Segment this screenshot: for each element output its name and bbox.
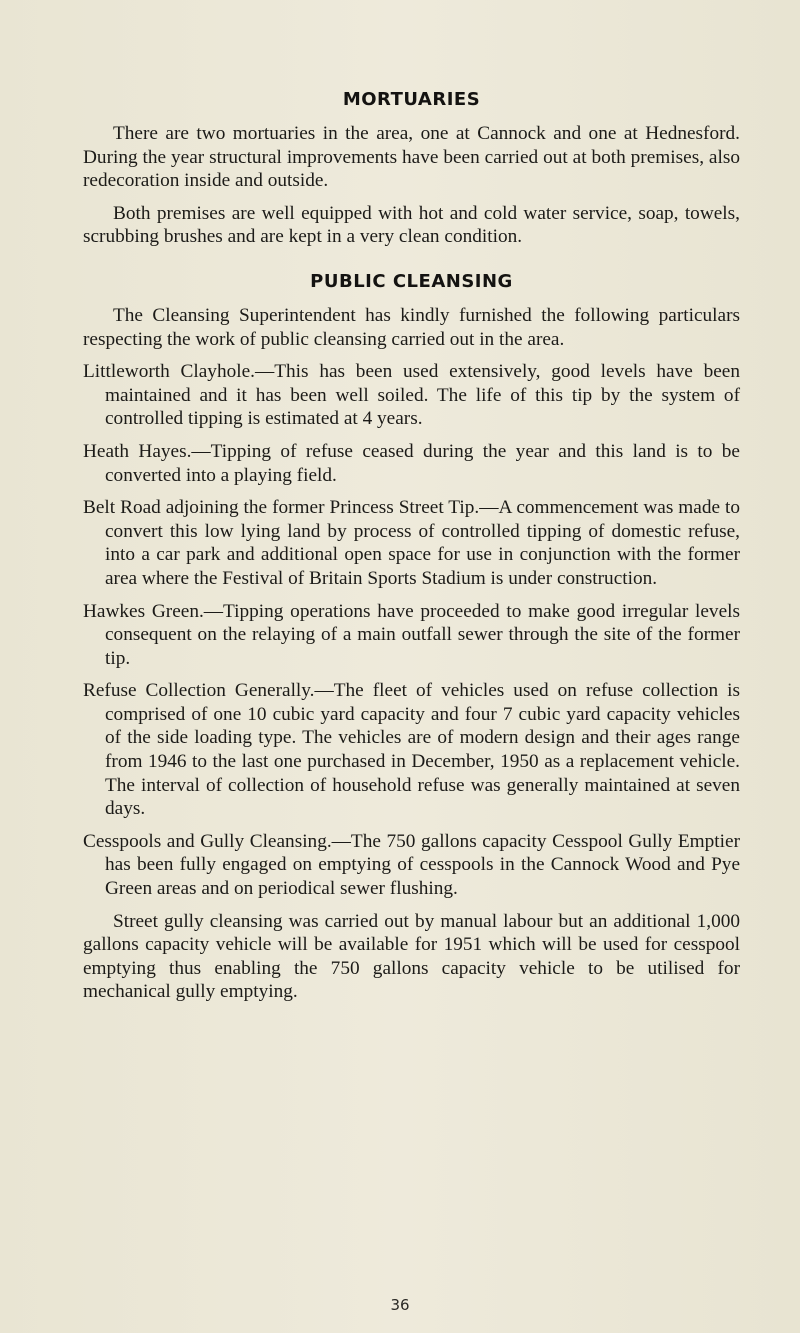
littleworth-clayhole-paragraph: Littleworth Clayhole.—This has been used extensively, good levels have been maintained and it has been well soiled. The life of this tip by the system of controlled tipping is estimated at 4 years.: [83, 361, 740, 430]
page-number: 36: [390, 1296, 410, 1314]
mortuaries-heading: MORTUARIES: [342, 89, 481, 110]
mortuaries-paragraph-2: Both premises are well equipped with hot and cold water service, soap, towels, scrubbing brushes and are kept in a very clean condition.: [83, 202, 740, 248]
heath-hayes-paragraph: Heath Hayes.—Tipping of refuse ceased during the year and this land is to be converted into a playing field.: [83, 440, 740, 486]
belt-road-paragraph: Belt Road adjoining the former Princess Street Tip.—A commencement was made to convert this low lying land by process of controlled tipping of domestic refuse, into a car park and additional open space for use in conjunction with the former area where the Festival of Britain Sports Stadium is under construction.: [83, 497, 740, 589]
mortuaries-paragraph-1: There are two mortuaries in the area, one at Cannock and one at Hednesford. During the year structural improvements have been carried out at both premises, also redecoration inside and outside.: [83, 123, 740, 192]
public-cleansing-heading: PUBLIC CLEANSING: [310, 270, 513, 292]
street-gully-paragraph: Street gully cleansing was carried out by manual labour but an additional 1,000 gallons capacity vehicle will be available for 1951 which will be used for cesspool emptying thus enabling the 750 gallons capacity vehicle to be utilised for mechanical gully emptying.: [83, 910, 740, 1003]
hawkes-green-paragraph: Hawkes Green.—Tipping operations have proceeded to make good irregular levels consequent on the relaying of a main outfall sewer through the site of the former tip.: [83, 600, 740, 669]
public-cleansing-intro: The Cleansing Superintendent has kindly furnished the following particulars respecting the work of public cleansing carried out in the area.: [83, 304, 740, 350]
refuse-collection-paragraph: Refuse Collection Generally.—The fleet of vehicles used on refuse collection is comprised of one 10 cubic yard capacity and four 7 cubic yard capacity vehicles of the side loading type. The vehicles are of modern design and their ages range from 1946 to the last one purchased in December, 1950 as a replacement vehicle. The interval of collection of household refuse was generally maintained at seven days.: [83, 680, 740, 820]
cesspools-gully-paragraph: Cesspools and Gully Cleansing.—The 750 gallons capacity Cesspool Gully Emptier has been fully engaged on emptying of cesspools in the Cannock Wood and Pye Green areas and on periodical sewer flushing.: [83, 830, 740, 900]
page-content: [83, 88, 740, 1013]
